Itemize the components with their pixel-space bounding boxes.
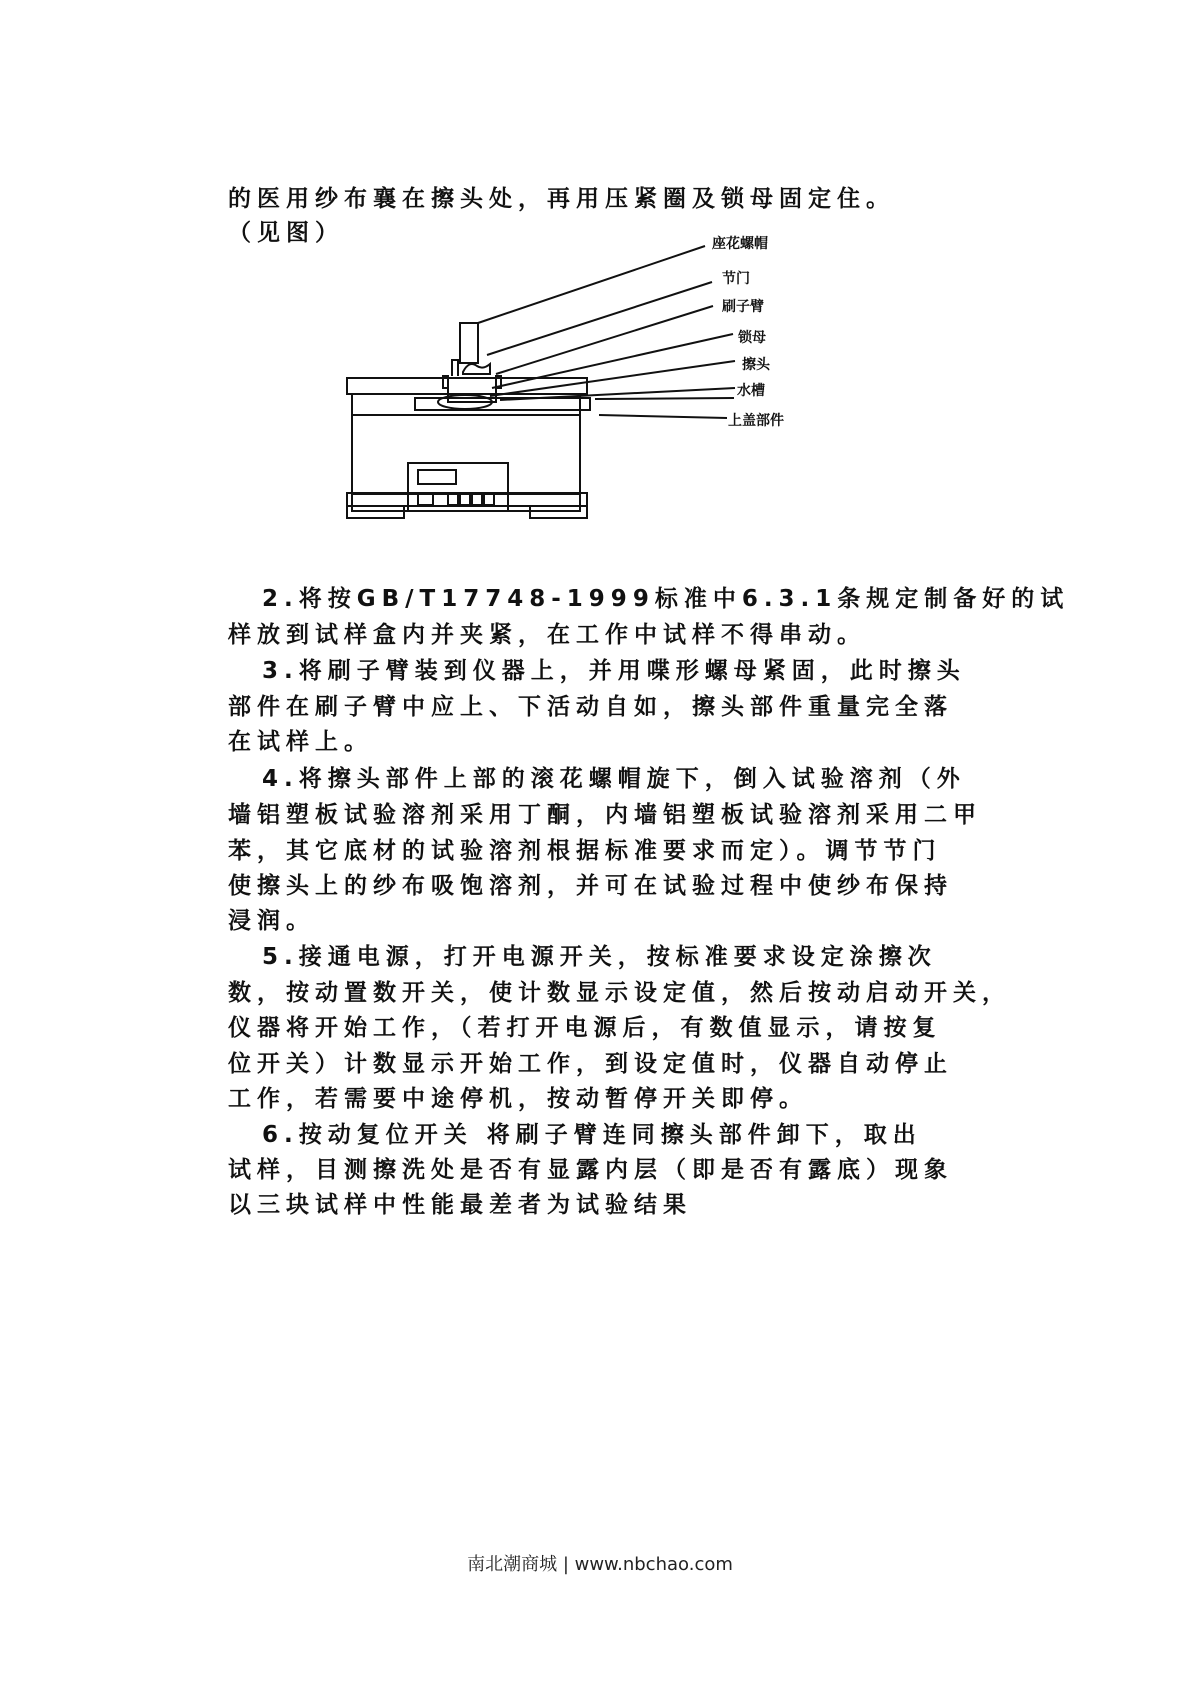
step-line: 3.将刷子臂装到仪器上，并用喋形螺母紧固，此时擦头 [262, 658, 966, 684]
step-line: 样放到试样盒内并夹紧，在工作中试样不得串动。 [228, 622, 866, 648]
step-line: 位开关）计数显示开始工作，到设定值时，仪器自动停止 [228, 1051, 953, 1077]
step-line: 部件在刷子臂中应上、下活动自如，擦头部件重量完全落 [228, 694, 953, 720]
step-line: 2.将按GB/T17748-1999标准中6.3.1条规定制备好的试 [262, 586, 1070, 612]
step-line: 苯，其它底材的试验溶剂根据标准要求而定）。调节节门 [228, 838, 942, 864]
step-line: 墙铝塑板试验溶剂采用丁酮，内墙铝塑板试验溶剂采用二甲 [228, 802, 982, 828]
figure-label: 水槽 [737, 383, 765, 399]
site-footer[interactable]: 南北潮商城 | www.nbchao.com [467, 1554, 733, 1575]
figure-label: 刷子臂 [722, 299, 764, 315]
step-line: 使擦头上的纱布吸饱溶剂，并可在试验过程中使纱布保持 [228, 873, 953, 899]
instrument-diagram [0, 0, 1200, 560]
step-line: 5.接通电源，打开电源开关，按标准要求设定涂擦次 [262, 944, 937, 970]
step-line: 数，按动置数开关，使计数显示设定值，然后按动启动开关， [228, 980, 1011, 1006]
intro-line: 的医用纱布襄在擦头处，再用压紧圈及锁母固定住。 [228, 186, 895, 212]
intro-line: （见图） [228, 220, 344, 246]
figure-label: 锁母 [738, 330, 766, 346]
step-line: 试样，目测擦洗处是否有显露内层（即是否有露底）现象 [228, 1157, 953, 1183]
step-line: 在试样上。 [228, 729, 373, 755]
step-line: 4.将擦头部件上部的滚花螺帽旋下，倒入试验溶剂（外 [262, 766, 966, 792]
knurled-nut [460, 323, 478, 363]
display [418, 470, 456, 484]
step-line: 6.按动复位开关 将刷子臂连同擦头部件卸下，取出 [262, 1122, 922, 1148]
step-line: 工作，若需要中途停机，按动暂停开关即停。 [228, 1086, 808, 1112]
step-line: 以三块试样中性能最差者为试验结果 [228, 1192, 692, 1218]
step-line: 仪器将开始工作，（若打开电源后，有数值显示，请按复 [228, 1015, 942, 1041]
figure-label: 上盖部件 [728, 413, 784, 429]
figure-label: 座花螺帽 [712, 236, 768, 252]
step-line: 浸润。 [228, 908, 315, 934]
top-cover [347, 378, 587, 394]
figure-label: 节门 [722, 271, 750, 287]
figure-label: 擦头 [742, 357, 770, 373]
